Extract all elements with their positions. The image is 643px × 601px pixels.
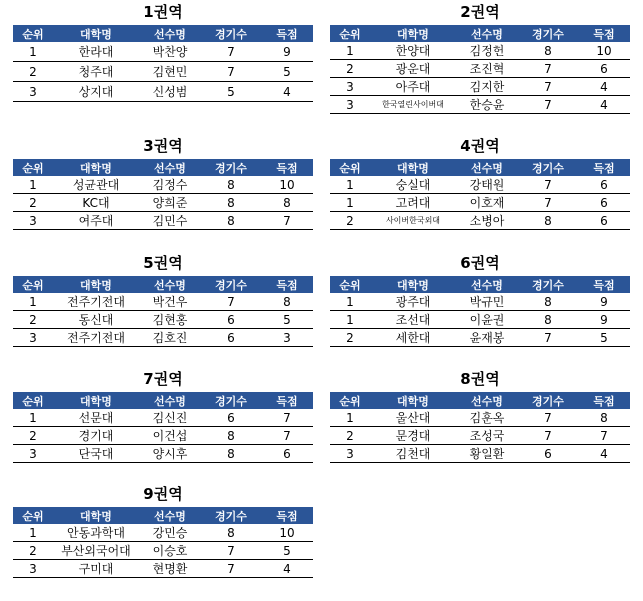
column-header: 대학명 — [53, 25, 139, 42]
games-cell: 7 — [518, 194, 578, 212]
column-header: 선수명 — [456, 392, 518, 409]
university-cell: 선문대 — [53, 409, 139, 427]
rank-cell: 2 — [13, 62, 53, 82]
goals-cell: 4 — [578, 78, 630, 96]
region-title: 3권역 — [143, 137, 183, 155]
goals-cell: 5 — [261, 62, 313, 82]
games-cell: 6 — [201, 311, 261, 329]
table-row — [330, 212, 630, 230]
player-cell: 이건섭 — [139, 427, 201, 445]
rank-cell: 1 — [330, 409, 370, 427]
university-cell: 전주기전대 — [53, 329, 139, 347]
table-row — [13, 62, 313, 82]
games-cell: 7 — [201, 42, 261, 62]
rank-cell: 2 — [330, 60, 370, 78]
goals-cell: 7 — [261, 409, 313, 427]
goals-cell: 9 — [261, 42, 313, 62]
games-cell: 7 — [201, 62, 261, 82]
column-header: 경기수 — [201, 276, 261, 293]
player-cell: 양희준 — [139, 194, 201, 212]
player-cell: 박규민 — [456, 293, 518, 311]
games-cell: 7 — [518, 329, 578, 347]
region-title: 1권역 — [143, 3, 183, 21]
goals-cell: 6 — [578, 194, 630, 212]
column-header: 대학명 — [53, 276, 139, 293]
table-row — [330, 311, 630, 329]
goals-cell: 7 — [578, 427, 630, 445]
table-row — [13, 542, 313, 560]
rank-cell: 2 — [330, 212, 370, 230]
column-header: 경기수 — [201, 507, 261, 524]
column-header: 선수명 — [139, 25, 201, 42]
university-cell: 동신대 — [53, 311, 139, 329]
region-table — [13, 276, 313, 347]
column-header: 선수명 — [139, 276, 201, 293]
region-table — [330, 159, 630, 230]
games-cell: 6 — [201, 409, 261, 427]
column-header: 선수명 — [456, 276, 518, 293]
table-row — [13, 82, 313, 102]
table-row — [330, 427, 630, 445]
games-cell: 7 — [201, 560, 261, 578]
column-header: 순위 — [330, 159, 370, 176]
goals-cell: 9 — [578, 293, 630, 311]
university-cell: 여주대 — [53, 212, 139, 230]
games-cell: 6 — [201, 329, 261, 347]
table-header-row — [330, 159, 630, 176]
rank-cell: 1 — [330, 42, 370, 60]
column-header: 경기수 — [518, 392, 578, 409]
column-header: 득점 — [578, 392, 630, 409]
goals-cell: 4 — [261, 82, 313, 102]
player-cell: 박건우 — [139, 293, 201, 311]
goals-cell: 3 — [261, 329, 313, 347]
rank-cell: 1 — [330, 293, 370, 311]
university-cell: 한라대 — [53, 42, 139, 62]
university-cell: 숭실대 — [370, 176, 456, 194]
games-cell: 6 — [518, 445, 578, 463]
university-cell: 한양대 — [370, 42, 456, 60]
university-cell: 문경대 — [370, 427, 456, 445]
goals-cell: 6 — [578, 212, 630, 230]
university-cell: 울산대 — [370, 409, 456, 427]
goals-cell: 8 — [578, 409, 630, 427]
rank-cell: 3 — [13, 560, 53, 578]
goals-cell: 10 — [578, 42, 630, 60]
region-title: 6권역 — [460, 254, 500, 272]
goals-cell: 4 — [261, 560, 313, 578]
player-cell: 황일환 — [456, 445, 518, 463]
player-cell: 강민승 — [139, 524, 201, 542]
player-cell: 신성범 — [139, 82, 201, 102]
table-row — [330, 60, 630, 78]
rank-cell: 1 — [330, 176, 370, 194]
table-row — [330, 293, 630, 311]
rank-cell: 1 — [13, 524, 53, 542]
column-header: 대학명 — [370, 276, 456, 293]
games-cell: 8 — [518, 42, 578, 60]
player-cell: 조성국 — [456, 427, 518, 445]
region-table — [13, 25, 313, 102]
column-header: 선수명 — [456, 159, 518, 176]
university-cell: 안동과학대 — [53, 524, 139, 542]
rank-cell: 3 — [330, 445, 370, 463]
university-cell: 성균관대 — [53, 176, 139, 194]
table-header-row — [330, 276, 630, 293]
university-cell: KC대 — [53, 194, 139, 212]
column-header: 대학명 — [370, 25, 456, 42]
table-row — [13, 42, 313, 62]
region-title: 7권역 — [143, 370, 183, 388]
university-cell: 단국대 — [53, 445, 139, 463]
university-cell: 구미대 — [53, 560, 139, 578]
games-cell: 7 — [201, 293, 261, 311]
column-header: 대학명 — [370, 159, 456, 176]
rank-cell: 1 — [13, 176, 53, 194]
player-cell: 김훈옥 — [456, 409, 518, 427]
player-cell: 이윤권 — [456, 311, 518, 329]
region-table — [330, 25, 630, 114]
table-row — [13, 524, 313, 542]
table-row — [330, 176, 630, 194]
rank-cell: 2 — [13, 427, 53, 445]
region-title: 9권역 — [143, 485, 183, 503]
table-header-row — [13, 25, 313, 42]
column-header: 선수명 — [139, 159, 201, 176]
table-row — [13, 445, 313, 463]
column-header: 순위 — [330, 276, 370, 293]
rank-cell: 1 — [13, 42, 53, 62]
player-cell: 소병아 — [456, 212, 518, 230]
column-header: 득점 — [578, 159, 630, 176]
goals-cell: 6 — [578, 60, 630, 78]
column-header: 경기수 — [518, 159, 578, 176]
games-cell: 7 — [518, 60, 578, 78]
table-row — [13, 311, 313, 329]
region-table — [13, 507, 313, 578]
column-header: 대학명 — [53, 159, 139, 176]
goals-cell: 5 — [261, 542, 313, 560]
games-cell: 8 — [201, 445, 261, 463]
region-title: 4권역 — [460, 137, 500, 155]
table-row — [13, 212, 313, 230]
university-cell: 김천대 — [370, 445, 456, 463]
region-table — [13, 159, 313, 230]
university-cell: 경기대 — [53, 427, 139, 445]
games-cell: 5 — [201, 82, 261, 102]
games-cell: 8 — [201, 212, 261, 230]
games-cell: 8 — [201, 524, 261, 542]
games-cell: 8 — [201, 176, 261, 194]
goals-cell: 6 — [578, 176, 630, 194]
games-cell: 7 — [518, 78, 578, 96]
table-row — [330, 409, 630, 427]
player-cell: 강태원 — [456, 176, 518, 194]
university-cell: 광운대 — [370, 60, 456, 78]
games-cell: 7 — [518, 409, 578, 427]
goals-cell: 8 — [261, 194, 313, 212]
games-cell: 8 — [201, 427, 261, 445]
column-header: 대학명 — [53, 507, 139, 524]
table-header-row — [13, 276, 313, 293]
games-cell: 8 — [201, 194, 261, 212]
rank-cell: 2 — [330, 329, 370, 347]
column-header: 순위 — [13, 507, 53, 524]
region-table — [13, 392, 313, 463]
table-header-row — [330, 25, 630, 42]
column-header: 선수명 — [139, 392, 201, 409]
player-cell: 김정헌 — [456, 42, 518, 60]
column-header: 득점 — [578, 276, 630, 293]
rank-cell: 1 — [330, 194, 370, 212]
column-header: 득점 — [261, 507, 313, 524]
rank-cell: 2 — [13, 311, 53, 329]
rank-cell: 3 — [330, 96, 370, 114]
player-cell: 이호재 — [456, 194, 518, 212]
column-header: 선수명 — [139, 507, 201, 524]
rank-cell: 3 — [330, 78, 370, 96]
table-row — [13, 176, 313, 194]
column-header: 순위 — [13, 159, 53, 176]
rank-cell: 2 — [330, 427, 370, 445]
goals-cell: 4 — [578, 445, 630, 463]
goals-cell: 4 — [578, 96, 630, 114]
goals-cell: 10 — [261, 176, 313, 194]
column-header: 순위 — [330, 25, 370, 42]
table-row — [330, 194, 630, 212]
rank-cell: 2 — [13, 542, 53, 560]
table-row — [13, 293, 313, 311]
column-header: 경기수 — [201, 392, 261, 409]
player-cell: 양시후 — [139, 445, 201, 463]
column-header: 선수명 — [456, 25, 518, 42]
table-row — [330, 96, 630, 114]
rank-cell: 1 — [13, 409, 53, 427]
region-title: 8권역 — [460, 370, 500, 388]
table-row — [13, 409, 313, 427]
games-cell: 8 — [518, 311, 578, 329]
player-cell: 김민수 — [139, 212, 201, 230]
university-cell: 사이버한국외대 — [370, 212, 456, 230]
column-header: 순위 — [13, 276, 53, 293]
player-cell: 김지한 — [456, 78, 518, 96]
player-cell: 이승호 — [139, 542, 201, 560]
table-row — [13, 194, 313, 212]
column-header: 득점 — [261, 392, 313, 409]
university-cell: 청주대 — [53, 62, 139, 82]
player-cell: 박찬양 — [139, 42, 201, 62]
column-header: 대학명 — [53, 392, 139, 409]
column-header: 순위 — [13, 25, 53, 42]
table-header-row — [13, 392, 313, 409]
goals-cell: 5 — [578, 329, 630, 347]
university-cell: 조선대 — [370, 311, 456, 329]
table-row — [13, 427, 313, 445]
rank-cell: 2 — [13, 194, 53, 212]
university-cell: 아주대 — [370, 78, 456, 96]
goals-cell: 6 — [261, 445, 313, 463]
goals-cell: 5 — [261, 311, 313, 329]
games-cell: 7 — [201, 542, 261, 560]
table-row — [330, 329, 630, 347]
player-cell: 김정수 — [139, 176, 201, 194]
table-header-row — [13, 159, 313, 176]
region-table — [330, 276, 630, 347]
games-cell: 8 — [518, 212, 578, 230]
university-cell: 고려대 — [370, 194, 456, 212]
player-cell: 조진혁 — [456, 60, 518, 78]
table-row — [13, 329, 313, 347]
goals-cell: 10 — [261, 524, 313, 542]
table-header-row — [13, 507, 313, 524]
table-row — [330, 445, 630, 463]
games-cell: 8 — [518, 293, 578, 311]
rank-cell: 3 — [13, 82, 53, 102]
column-header: 경기수 — [201, 25, 261, 42]
rank-cell: 1 — [13, 293, 53, 311]
column-header: 경기수 — [518, 25, 578, 42]
goals-cell: 8 — [261, 293, 313, 311]
region-title: 2권역 — [460, 3, 500, 21]
university-cell: 상지대 — [53, 82, 139, 102]
university-cell: 광주대 — [370, 293, 456, 311]
games-cell: 7 — [518, 96, 578, 114]
column-header: 득점 — [578, 25, 630, 42]
column-header: 득점 — [261, 25, 313, 42]
university-cell: 부산외국어대 — [53, 542, 139, 560]
games-cell: 7 — [518, 427, 578, 445]
games-cell: 7 — [518, 176, 578, 194]
university-cell: 전주기전대 — [53, 293, 139, 311]
rank-cell: 3 — [13, 445, 53, 463]
rank-cell: 1 — [330, 311, 370, 329]
player-cell: 윤재봉 — [456, 329, 518, 347]
region-table — [330, 392, 630, 463]
player-cell: 한승윤 — [456, 96, 518, 114]
table-row — [13, 560, 313, 578]
player-cell: 김호진 — [139, 329, 201, 347]
goals-cell: 9 — [578, 311, 630, 329]
column-header: 경기수 — [201, 159, 261, 176]
goals-cell: 7 — [261, 427, 313, 445]
player-cell: 김현민 — [139, 62, 201, 82]
table-header-row — [330, 392, 630, 409]
column-header: 순위 — [13, 392, 53, 409]
university-cell: 한국열린사이버대 — [370, 96, 456, 114]
rank-cell: 3 — [13, 329, 53, 347]
column-header: 대학명 — [370, 392, 456, 409]
goals-cell: 7 — [261, 212, 313, 230]
university-cell: 세한대 — [370, 329, 456, 347]
column-header: 순위 — [330, 392, 370, 409]
player-cell: 김현홍 — [139, 311, 201, 329]
column-header: 득점 — [261, 159, 313, 176]
player-cell: 현명환 — [139, 560, 201, 578]
column-header: 득점 — [261, 276, 313, 293]
table-row — [330, 42, 630, 60]
rank-cell: 3 — [13, 212, 53, 230]
player-cell: 김신진 — [139, 409, 201, 427]
region-title: 5권역 — [143, 254, 183, 272]
table-row — [330, 78, 630, 96]
column-header: 경기수 — [518, 276, 578, 293]
